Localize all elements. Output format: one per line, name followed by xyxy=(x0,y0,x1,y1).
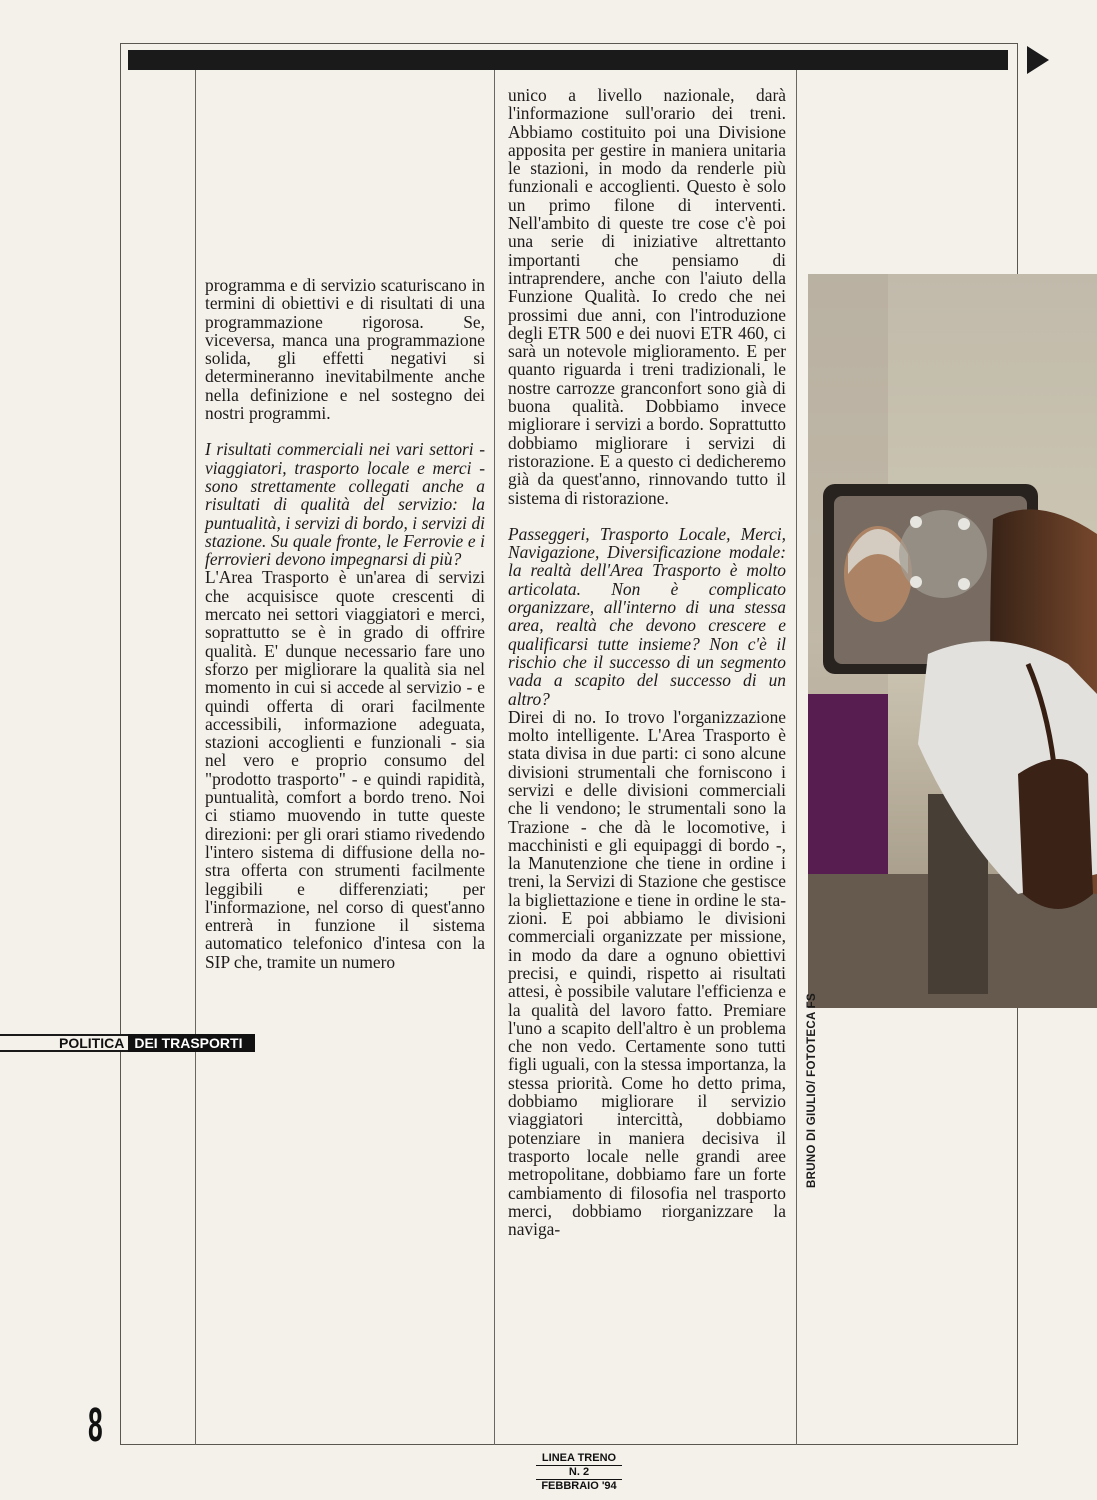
interview-question: I risultati commerciali nei vari settori - viaggiatori, trasporto locale e merci - sono strettamente collegati anche a risultati di qualità del servizio: la puntualità, i servizi di bordo, i servizi di stazione. Su quale fronte, le Ferrovie e i ferrovieri devono impegnarsi di più? xyxy=(205,439,485,570)
paragraph: programma e di servizio scaturiscano in termini di obiettivi e di risultati di una programmazione rigorosa. Se, viceversa, manca una programmazione solida, gli effetti negativi si determineranno inevitabilmente anche nella definizione e nel sostegno dei nostri programmi. xyxy=(205,275,485,424)
masthead-date: FEBBRAIO '94 xyxy=(541,1480,617,1492)
section-label-trasporti: DEI TRASPORTI xyxy=(128,1034,255,1052)
page-number: 8 xyxy=(88,1399,103,1452)
masthead-footer xyxy=(536,1452,622,1493)
interview-question: Passeggeri, Trasporto Locale, Merci, Navigazione, Diversificazione modale: la realtà dell'Area Trasporto è molto articolata. Non è complicato organizzare, all'interno di una stessa area, realtà che devono crescere e qualificarsi tutte insieme? Non c'è il rischio che il successo di un segmento vada a scapito del successo di un altro? xyxy=(508,523,786,709)
section-tab xyxy=(0,1034,255,1052)
next-page-arrow-icon xyxy=(1027,46,1049,74)
masthead-issue: N. 2 xyxy=(536,1466,622,1480)
paragraph: unico a livello nazionale, darà l'informazione sull'orario dei treni. Abbiamo costituito poi una Divisione apposita per gestire in maniera unitaria le stazioni, in modo da renderle più funzionali e accoglienti. Questo è solo un primo filone di interventi. Nell'ambito di queste tre cose c'è poi una serie di iniziative altrettanto importanti che pensiamo di intraprendere, anche con l'aiuto della Funzione Qualità. Io credo che nei prossimi due anni, con l'introduzione degli ETR 500 e dei nuovi ETR 460, ci sarà un notevole miglioramento. E per quanto riguarda i treni tradizionali, le nostre carrozze granconfort sono già di buona qualità. Dobbiamo invece migliorare i servizi a bordo. Soprattutto dobbiamo migliorare i servizi di ristorazione. E a questo ci dedicheremo già da quest'anno, rinnovando tutto il sistema di ristorazione. xyxy=(508,85,786,508)
column-rule-mid xyxy=(494,70,495,1445)
middle-text-column xyxy=(508,86,786,1238)
section-tab-rule xyxy=(0,1034,55,1052)
photo-credit-text: BRUNO DI GIULIO/ FOTOTECA FS xyxy=(806,993,818,1188)
left-text-column xyxy=(205,276,485,971)
photo-ticket-window xyxy=(808,274,1097,1008)
bleed-through-text xyxy=(150,280,154,296)
masthead-title: LINEA TRENO xyxy=(536,1452,622,1466)
top-decorative-bar xyxy=(128,50,1008,70)
paragraph: Direi di no. Io trovo l'organizzazione molto intelligente. L'Area Trasporto è stata divisa in due parti: ci sono alcune divisioni strumentali che forniscono i servizi e delle divisioni commerciali che li vendono; le strumentali sono la Trazione - che dà le locomotive, i macchinisti e gli equipaggi di bordo -, la Manutenzione che tiene in ordine i treni, la Servizi di Stazione che gestisce la bigliettazione e tiene in ordine le stazioni. E poi abbiamo le divisioni commerciali organizzate per missione, in modo da dare a ognuno obiettivi precisi, e quindi, rispetto ai risultati attesi, è possibile valutare l'efficienza e la qualità del lavoro fatto. Premiare l'uno a scapito dell'altro è un problema che non vedo. Certamente sono tutti figli uguali, con la stessa importanza, la stessa priorità. Come ho detto prima, dobbiamo migliorare il servizio viaggiatori intercittà, dobbiamo potenziare in maniera decisiva il trasporto locale nelle grandi aree metropolitane, dobbiamo fare un forte cambiamento di filosofia nel trasporto merci, dobbiamo riorganizzare la naviga- xyxy=(508,706,786,1240)
column-rule-left xyxy=(195,70,196,1445)
photo-credit xyxy=(806,993,830,1214)
column-rule-right xyxy=(796,70,797,1445)
paragraph: L'Area Trasporto è un'area di servizi che acquisisce quote crescenti di mercato nei settori viaggiatori e merci, soprattutto se è in grado di offrire qualità. E' dunque necessario fare uno sforzo per migliorare la qualità sia nel momento in cui si accede al servizio - e quindi offerta di orari facilmente accessibili, informazione adeguata, stazioni accoglienti e funzionali - sia nel vero e proprio consumo del "prodotto trasporto" - e quindi rapidità, puntualità, comfort a bordo treno. Noi ci stiamo muovendo in tutte queste direzioni: per gli orari stiamo rivedendo l'intero sistema di diffusione della nostra offerta con strumenti facilmente leggibili e differenziati; per l'informazione, nel corso di quest'anno entrerà in funzione il sistema automatico telefonico d'intesa con la SIP che, tramite un numero xyxy=(205,567,485,972)
section-label-politica: POLITICA xyxy=(55,1034,128,1052)
